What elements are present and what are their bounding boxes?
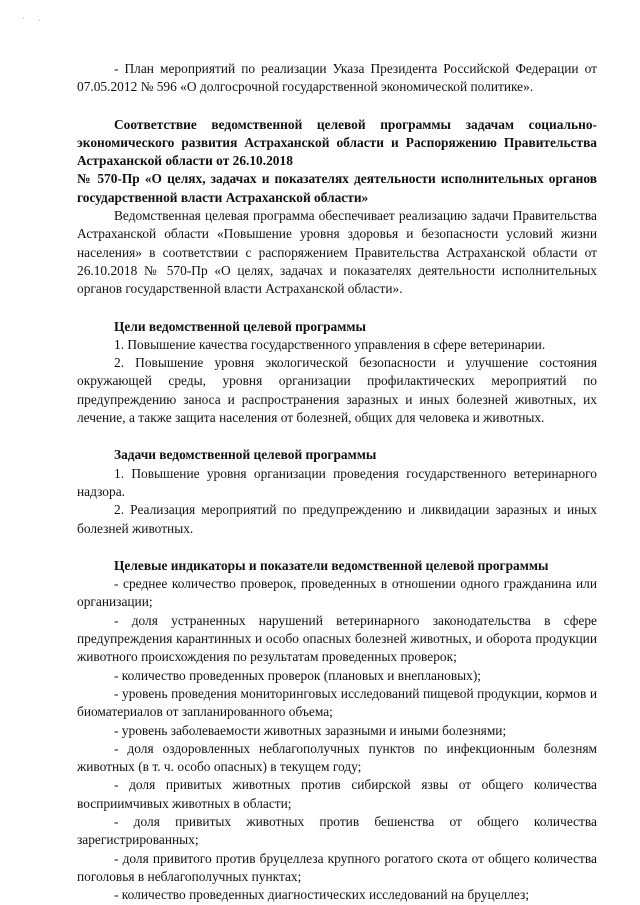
spacer xyxy=(77,427,597,446)
indicator-item: - доля оздоровленных неблагополучных пунктов по инфекционным болезням животных (в т. ч. особо опасных) в текущем году; xyxy=(77,740,597,775)
indicator-item: - количество проведенных проверок (плановых и внеплановых); xyxy=(114,667,482,683)
goal-item: 1. Повышение качества государственного управления в сфере ветеринарии. xyxy=(114,336,546,352)
document-page xyxy=(77,60,597,904)
indicator-item: - количество проведенных диагностических исследований на бруцеллез; xyxy=(114,887,530,903)
spacer xyxy=(77,538,597,557)
goals-heading: Цели ведомственной целевой программы xyxy=(114,318,366,334)
indicator-item: - среднее количество проверок, проведенных в отношении одного гражданина или организации; xyxy=(77,576,597,610)
compliance-heading: Соответствие ведомственной целевой программы задачам социально-экономического развития Астраханской области и Распоряжению Правительства Астраханской области от 26.10.2018 xyxy=(77,116,597,169)
indicator-item: - доля привитого против бруцеллеза крупного рогатого скота от общего количества поголовья в неблагополучных пунктах; xyxy=(77,850,597,884)
spacer xyxy=(77,299,597,318)
indicators-heading: Целевые индикаторы и показатели ведомственной целевой программы xyxy=(114,557,549,573)
indicator-item: - доля привитых животных против бешенства от общего количества зарегистрированных; xyxy=(77,813,597,848)
compliance-text: Ведомственная целевая программа обеспечивает реализацию задачи Правительства Астраханской области «Повышение уровня здоровья и безопасности условий жизни населения» в соответствии с распоряжением Правительства Астраханской области от 26.10.2018 № 570-Пр «О целях, задачах и показателях деятельности исполнительных органов государственной власти Астраханской области». xyxy=(77,208,597,297)
intro-list-item: - План мероприятий по реализации Указа Президента Российской Федерации от 07.05.2012 № 596 «О долгосрочной государственной экономической политике». xyxy=(77,61,597,95)
indicator-item: - доля привитых животных против сибирской язвы от общего количества восприимчивых животных в области; xyxy=(77,777,597,811)
task-item: 2. Реализация мероприятий по предупреждению и ликвидации заразных и иных болезней животных. xyxy=(77,502,597,536)
indicator-item: - уровень проведения мониторинговых исследований пищевой продукции, кормов и биоматериалов от запланированного объема; xyxy=(77,685,597,720)
scan-corner-marks: · . xyxy=(22,14,47,23)
compliance-heading-cont: № 570-Пр «О целях, задачах и показателях деятельности исполнительных органов государственной власти Астраханской области» xyxy=(77,171,597,205)
indicator-item: - доля устраненных нарушений ветеринарного законодательства в сфере предупреждения карантинных и особо опасных болезней животных, и оборота продукции животного происхождения по результатам проведенных проверок; xyxy=(77,612,597,665)
goal-item: 2. Повышение уровня экологической безопасности и улучшение состояния окружающей среды, уровня организации профилактических мероприятий по предупреждению заноса и распространения заразных и иных болезней животных, их лечение, а также защита населения от болезней, общих для человека и животных. xyxy=(77,355,597,426)
tasks-heading: Задачи ведомственной целевой программы xyxy=(114,447,377,463)
task-item: 1. Повышение уровня организации проведения государственного ветеринарного надзора. xyxy=(77,465,597,499)
indicator-item: - уровень заболеваемости животных заразными и иными болезнями; xyxy=(114,722,507,738)
spacer xyxy=(77,97,597,116)
